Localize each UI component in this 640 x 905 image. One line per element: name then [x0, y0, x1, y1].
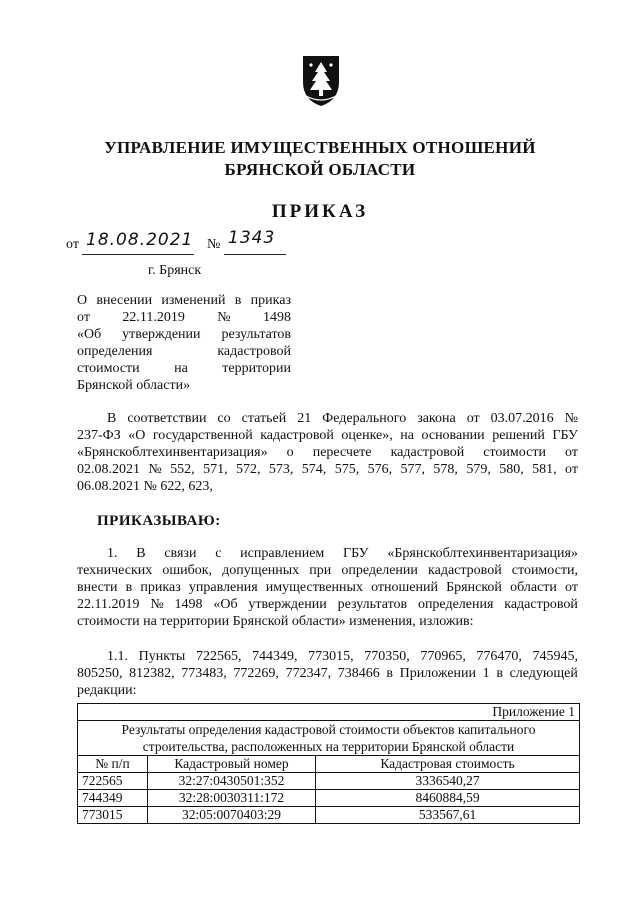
- word: 579,: [466, 462, 491, 477]
- word: кадастровой: [428, 563, 502, 578]
- word: Пункты: [138, 649, 186, 664]
- word: 770965,: [420, 649, 466, 664]
- word: В: [136, 546, 146, 561]
- word: закона: [417, 411, 456, 426]
- text-line: [77, 292, 291, 309]
- text-line: [77, 579, 578, 596]
- word: 22.11.2019: [77, 597, 140, 612]
- text-line: [77, 613, 578, 630]
- word: 571,: [203, 462, 228, 477]
- word: №: [564, 411, 578, 426]
- organization-name-line2: БРЯНСКОЙ ОБЛАСТИ: [224, 160, 416, 179]
- cell-cadastral-value: 8460884,59: [316, 790, 580, 807]
- date-value: 18.08.2021: [86, 230, 194, 250]
- word: связи: [164, 546, 197, 561]
- word: определении: [341, 563, 418, 578]
- number-value: 1343: [228, 228, 276, 248]
- word: 722565,: [195, 649, 242, 664]
- word: приказ: [250, 293, 291, 308]
- word: 745945,: [532, 649, 578, 664]
- word: 03.07.2016: [490, 411, 554, 426]
- word: ошибок,: [162, 563, 213, 578]
- word: 744349,: [252, 649, 298, 664]
- word: стоимости: [77, 361, 140, 376]
- word: «Об: [77, 327, 102, 342]
- organization-name-line1: УПРАВЛЕНИЕ ИМУЩЕСТВЕННЫХ ОТНОШЕНИЙ: [104, 138, 536, 157]
- word: кадастровой: [504, 597, 578, 612]
- word: 1.1.: [107, 649, 128, 664]
- text-line: [77, 461, 578, 478]
- word: 578,: [433, 462, 458, 477]
- word: 21: [297, 411, 312, 426]
- word: результатов: [337, 597, 408, 612]
- word: 575,: [334, 462, 360, 477]
- word: области: [510, 580, 557, 595]
- word: от: [565, 580, 578, 595]
- word: управления: [188, 580, 258, 595]
- text-line: [77, 478, 578, 495]
- order-item-1-1: [77, 648, 578, 699]
- word: от: [77, 310, 90, 325]
- word: пересчете: [312, 445, 372, 460]
- word: соответствии: [127, 411, 207, 426]
- order-word: ПРИКАЗЫВАЮ:: [97, 513, 221, 529]
- word: на: [174, 361, 188, 376]
- word: на: [400, 428, 414, 443]
- text-line: [77, 562, 578, 579]
- document-type: ПРИКАЗ: [271, 201, 369, 222]
- word: ГБУ: [552, 428, 578, 443]
- word: о: [286, 445, 294, 460]
- date-prefix: от: [66, 237, 79, 252]
- text-line: [77, 545, 578, 562]
- word: 738466: [337, 666, 380, 681]
- word: определения: [77, 344, 153, 359]
- col-header-cadastral-number: Кадастровый номер: [148, 756, 316, 773]
- word: от: [466, 411, 480, 426]
- word: определения: [417, 597, 494, 612]
- word: стоимости: [483, 445, 546, 460]
- appendix-label: Приложение 1: [78, 704, 580, 721]
- word: при: [309, 563, 332, 578]
- coat-of-arms-icon: [300, 52, 342, 108]
- word: статьей: [241, 411, 287, 426]
- word: Приложении: [399, 666, 477, 681]
- text-line: [77, 665, 578, 682]
- word: №: [148, 462, 162, 477]
- word: кадастровой: [260, 428, 334, 443]
- word: ГБУ: [343, 546, 369, 561]
- table-row: [78, 773, 580, 790]
- word: 812382,: [129, 666, 175, 681]
- word: со: [217, 411, 231, 426]
- word: Федерального: [322, 411, 407, 426]
- subject-block: [77, 292, 291, 394]
- preamble-paragraph: [77, 410, 578, 495]
- word: 576,: [367, 462, 393, 477]
- word: 22.11.2019: [122, 310, 185, 325]
- word: технических: [77, 563, 153, 578]
- table-title: Результаты определения кадастровой стоимости объектов капитального строительства, расположенных на территории Брянской области: [78, 721, 580, 756]
- word: 772347,: [285, 666, 332, 681]
- word: 1498: [263, 310, 291, 325]
- cell-number: 744349: [78, 790, 148, 807]
- word: территории: [222, 361, 291, 376]
- word: редакции:: [77, 683, 137, 698]
- col-header-cadastral-value: Кадастровая стоимость: [316, 756, 580, 773]
- city: г. Брянск: [148, 263, 202, 278]
- word: 552,: [170, 462, 195, 477]
- word: имущественных: [265, 580, 363, 595]
- word: 02.08.2021: [77, 462, 140, 477]
- text-line: [77, 326, 291, 343]
- word: утверждении: [248, 597, 327, 612]
- word: «Брянскоблтехинвентаризация»: [387, 546, 578, 561]
- cell-cadastral-number: 32:27:0430501:352: [148, 773, 316, 790]
- word: 237-ФЗ: [77, 428, 121, 443]
- word: 06.08.2021 № 622, 623,: [77, 479, 213, 494]
- date-number-line: [66, 230, 326, 254]
- word: 1498: [174, 597, 203, 612]
- text-line: [77, 377, 291, 394]
- text-line: [77, 596, 578, 613]
- word: 1: [482, 666, 490, 681]
- word: в: [234, 293, 242, 308]
- word: внесении: [96, 293, 153, 308]
- word: приказ: [140, 580, 181, 595]
- word: 773015,: [308, 649, 354, 664]
- word: стоимости,: [511, 563, 578, 578]
- word: стоимости на территории Брянской области» изменения, изложив:: [77, 614, 474, 629]
- text-line: [77, 309, 291, 326]
- text-line: [77, 427, 578, 444]
- table-row: [78, 807, 580, 824]
- word: «О: [128, 428, 146, 443]
- order-item-1: [77, 545, 578, 630]
- word: 577,: [400, 462, 426, 477]
- word: 573,: [268, 462, 294, 477]
- results-table: [77, 703, 580, 824]
- word: изменений: [161, 293, 226, 308]
- word: 572,: [235, 462, 261, 477]
- word: допущенных: [222, 563, 300, 578]
- word: от: [565, 462, 578, 477]
- word: от: [565, 445, 578, 460]
- cell-cadastral-value: 3336540,27: [316, 773, 580, 790]
- word: 773483,: [181, 666, 227, 681]
- word: 1.: [107, 546, 118, 561]
- cell-cadastral-number: 32:05:0070403:29: [148, 807, 316, 824]
- word: отношений: [371, 580, 438, 595]
- word: О: [77, 293, 88, 308]
- cell-cadastral-number: 32:28:0030311:172: [148, 790, 316, 807]
- date-underline: [82, 254, 194, 255]
- word: основании: [421, 428, 485, 443]
- word: Брянской: [446, 580, 502, 595]
- word: в: [386, 666, 393, 681]
- text-line: [77, 360, 291, 377]
- text-line: [77, 444, 578, 461]
- word: в: [125, 580, 133, 595]
- word: 805250,: [77, 666, 123, 681]
- word: 776470,: [476, 649, 522, 664]
- word: В: [107, 411, 117, 426]
- word: «Брянскоблтехинвентаризация»: [77, 445, 268, 460]
- word: «Об: [213, 597, 238, 612]
- word: государственной: [152, 428, 253, 443]
- col-header-number: № п/п: [78, 756, 148, 773]
- text-line: [77, 682, 578, 699]
- cell-number: 722565: [78, 773, 148, 790]
- word: №: [217, 310, 231, 325]
- word: 580,: [499, 462, 524, 477]
- word: результатов: [221, 327, 291, 342]
- word: следующей: [509, 666, 578, 681]
- word: 772269,: [233, 666, 279, 681]
- word: №: [150, 597, 164, 612]
- word: с: [215, 546, 222, 561]
- word: 770350,: [364, 649, 410, 664]
- word: Брянской области»: [77, 378, 191, 393]
- word: утверждении: [122, 327, 201, 342]
- word: 574,: [301, 462, 327, 477]
- word: оценке»,: [341, 428, 393, 443]
- number-underline: [224, 254, 286, 255]
- text-line: [77, 648, 578, 665]
- text-line: [77, 343, 291, 360]
- cell-number: 773015: [78, 807, 148, 824]
- word: внести: [77, 580, 118, 595]
- text-line: [77, 410, 578, 427]
- word: в: [496, 666, 503, 681]
- word: кадастровой: [217, 344, 291, 359]
- word: кадастровой: [390, 445, 465, 460]
- number-prefix: №: [207, 237, 221, 252]
- table-row: [78, 790, 580, 807]
- word: исправлением: [240, 546, 325, 561]
- word: 581,: [532, 462, 557, 477]
- word: решений: [492, 428, 545, 443]
- cell-cadastral-value: 533567,61: [316, 807, 580, 824]
